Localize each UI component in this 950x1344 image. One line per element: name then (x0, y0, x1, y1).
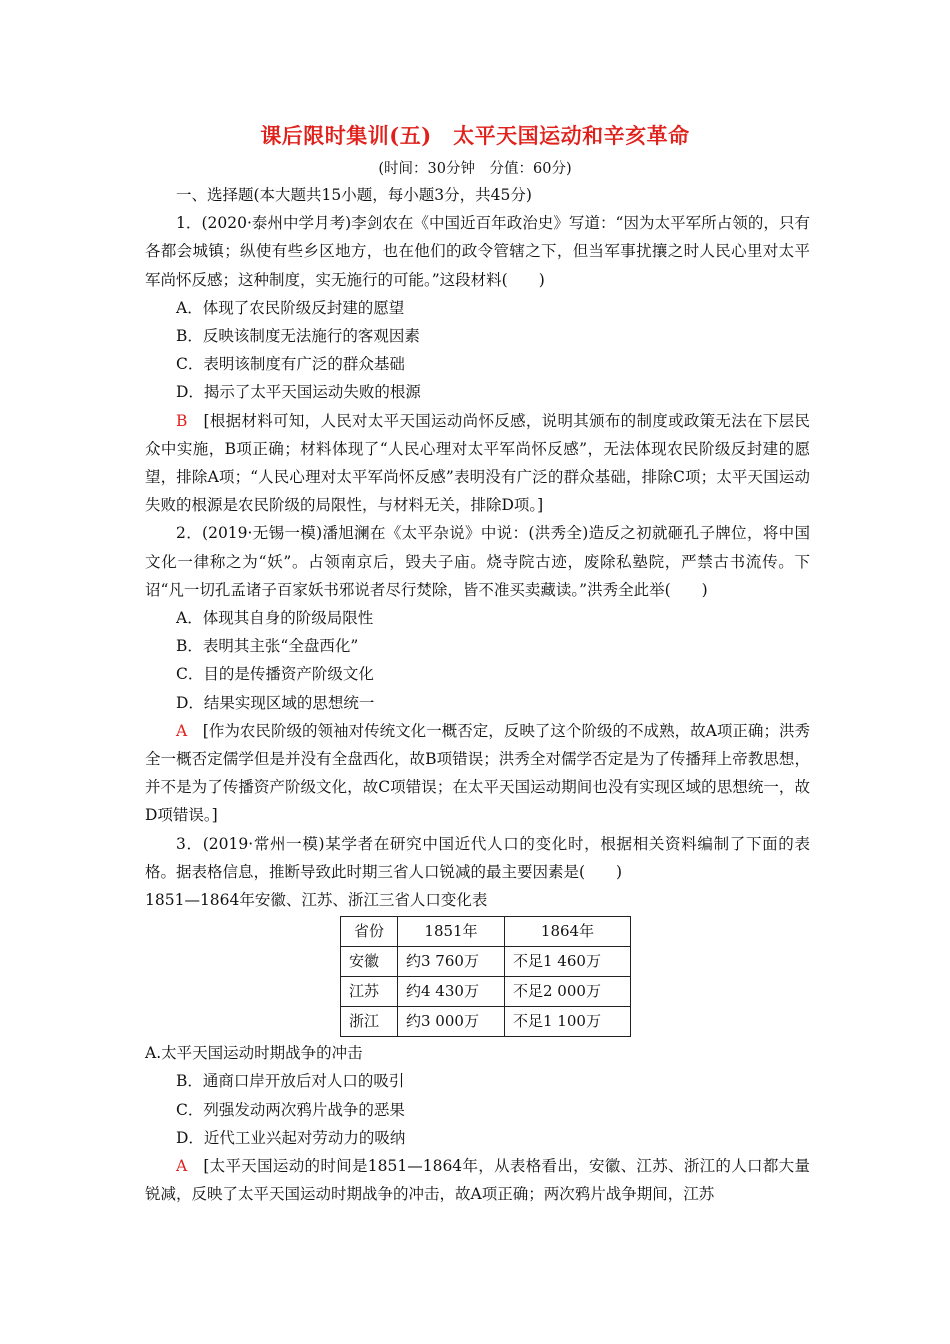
table-header-cell: 1851年 (398, 917, 505, 947)
table-cell: 浙江 (341, 1007, 398, 1037)
question-2-option-c: C．目的是传播资产阶级文化 (176, 665, 374, 684)
question-2-answer (145, 717, 810, 830)
table-cell: 约4 430万 (398, 977, 505, 1007)
table-cell: 不足1 460万 (505, 947, 631, 977)
question-3-option-a: A.太平天国运动时期战争的冲击 (145, 1044, 363, 1063)
table-cell: 安徽 (341, 947, 398, 977)
table-cell: 江苏 (341, 977, 398, 1007)
question-3-option-b: B．通商口岸开放后对人口的吸引 (176, 1072, 405, 1091)
question-3-answer (145, 1152, 810, 1208)
table-row (341, 947, 631, 977)
question-1-stem: 1．(2020·泰州中学月考)李剑农在《中国近百年政治史》写道：“因为太平军所占领的，只有各都会城镇；纵使有些乡区地方，也在他们的政令管辖之下，但当军事扰攘之时人民心里对太平军尚怀反感；这种制度，实无施行的可能。”这段材料( ) (145, 214, 810, 289)
question-2-option-d: D．结果实现区域的思想统一 (176, 693, 375, 712)
question-2-option-b: B．表明其主张“全盘西化” (176, 637, 359, 656)
question-2-answer-letter: A (176, 721, 188, 740)
question-3-explanation: [太平天国运动的时间是1851—1864年，从表格看出，安徽、江苏、浙江的人口都大量锐减，反映了太平天国运动时期战争的冲击，故A项正确；两次鸦片战争期间，江苏 (145, 1157, 810, 1204)
question-3-answer-letter: A (176, 1157, 188, 1176)
table-cell: 约3 760万 (398, 947, 505, 977)
page-subtitle: (时间：30分钟 分值：60分) (378, 161, 572, 177)
table-row (341, 1007, 631, 1037)
table-cell: 约3 000万 (398, 1007, 505, 1037)
page-title: 课后限时集训(五) 太平天国运动和辛亥革命 (260, 123, 690, 148)
section-heading: 一、选择题(本大题共15小题，每小题3分，共45分) (176, 186, 532, 204)
question-1-answer (145, 407, 810, 520)
question-1-option-d: D．揭示了太平天国运动失败的根源 (176, 383, 421, 402)
question-2-explanation: [作为农民阶级的领袖对传统文化一概否定，反映了这个阶级的不成熟，故A项正确；洪秀全一概否定儒学但是并没有全盘西化，故B项错误；洪秀全对儒学否定是为了传播拜上帝教思想，并不是为了传播资产阶级文化，故C项错误；在太平天国运动期间也没有实现区域的思想统一，故D项错误。] (145, 721, 810, 825)
table-cell: 不足2 000万 (505, 977, 631, 1007)
table-header-row (341, 917, 631, 947)
document-body (145, 181, 810, 1209)
question-2-option-a: A．体现其自身的阶级局限性 (176, 609, 374, 628)
population-table (340, 916, 631, 1037)
question-1-option-a: A．体现了农民阶级反封建的愿望 (176, 298, 405, 317)
question-1-option-c: C．表明该制度有广泛的群众基础 (176, 355, 405, 374)
table-header-cell: 1864年 (505, 917, 631, 947)
question-1-answer-letter: B (176, 411, 188, 430)
question-2-stem: 2．(2019·无锡一模)潘旭澜在《太平杂说》中说：(洪秀全)造反之初就砸孔子牌位，将中国文化一律称之为“妖”。占领南京后，毁夫子庙。烧寺院古迹，废除私塾院，严禁古书流传。下诏“凡一切孔孟诸子百家妖书邪说者尽行焚除，皆不准买卖藏读。”洪秀全此举( ) (145, 524, 810, 599)
question-3-option-d: D．近代工业兴起对劳动力的吸纳 (176, 1128, 406, 1147)
table-cell: 不足1 100万 (505, 1007, 631, 1037)
table-caption: 1851—1864年安徽、江苏、浙江三省人口变化表 (145, 891, 488, 910)
question-1-explanation: [根据材料可知，人民对太平天国运动尚怀反感，说明其颁布的制度或政策无法在下层民众中实施，B项正确；材料体现了“人民心理对太平军尚怀反感”，无法体现农民阶级反封建的愿望，排除A项；“人民心理对太平军尚怀反感”表明没有广泛的群众基础，排除C项；太平天国运动失败的根源是农民阶级的局限性，与材料无关，排除D项。] (145, 411, 810, 515)
question-3-option-c: C．列强发动两次鸦片战争的恶果 (176, 1100, 405, 1119)
table-header-cell: 省份 (341, 917, 398, 947)
table-row (341, 977, 631, 1007)
question-1-option-b: B．反映该制度无法施行的客观因素 (176, 327, 420, 346)
question-3-stem: 3．(2019·常州一模)某学者在研究中国近代人口的变化时，根据相关资料编制了下面的表格。据表格信息，推断导致此时期三省人口锐减的最主要因素是( ) (145, 834, 810, 881)
